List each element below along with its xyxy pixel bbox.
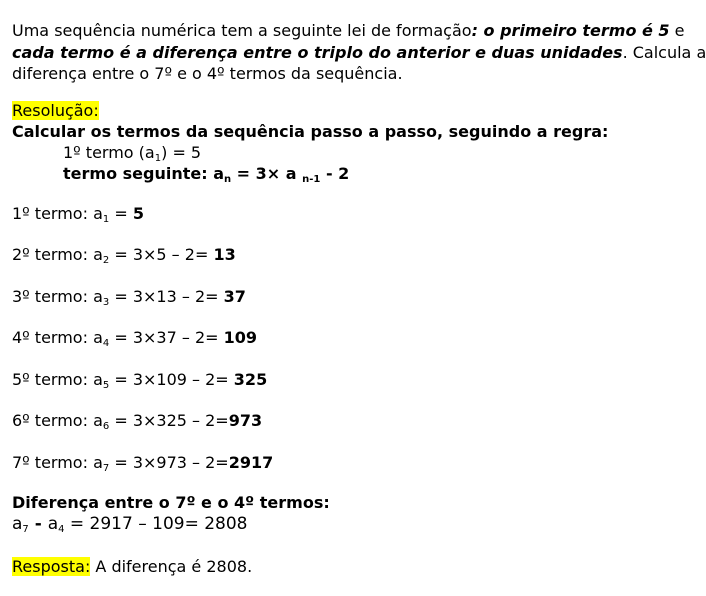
difference-subscript: 7: [22, 524, 29, 535]
term-subscript: 2: [102, 255, 110, 266]
term-subscript: 3: [102, 297, 110, 308]
problem-line-1: [12, 20, 685, 42]
answer-text: A diferença é 2808.: [90, 557, 253, 576]
term-expression: = 3×5 – 2=: [109, 245, 214, 264]
term-result: 37: [223, 287, 246, 306]
term-line: [12, 410, 262, 432]
term-result: 2917: [228, 453, 274, 472]
term-line: [12, 244, 236, 266]
term-result: 973: [228, 411, 263, 430]
problem-text: Uma sequência numérica tem a seguinte lei de formação: [12, 21, 472, 40]
difference-term: a: [47, 514, 59, 534]
term-expression: = 3×13 – 2=: [109, 287, 224, 306]
problem-line-3: [12, 63, 403, 85]
term-result: 109: [223, 328, 258, 347]
term-line: [12, 369, 267, 391]
rule-subscript: n: [223, 174, 232, 185]
term-expression: = 3×109 – 2=: [109, 370, 234, 389]
term-subscript: 4: [102, 338, 110, 349]
resolution-heading: Resolução:: [12, 101, 99, 120]
term-expression: = 3×973 – 2=: [109, 453, 229, 472]
answer-label: Resposta:: [12, 557, 91, 576]
difference-term: a: [12, 514, 23, 534]
term-subscript: 5: [102, 380, 110, 391]
term-label: 4º termo: a: [12, 328, 103, 347]
problem-line-2: [12, 42, 706, 64]
term-label: 1º termo: a: [12, 204, 103, 223]
answer-line: [12, 556, 252, 578]
term-expression: = 3×37 – 2=: [109, 328, 224, 347]
term-label: 7º termo: a: [12, 453, 103, 472]
difference-minus: -: [28, 514, 48, 534]
difference-line: [12, 513, 247, 535]
resolution-intro: Calcular os termos da sequência passo a passo, seguindo a regra:: [12, 122, 609, 141]
problem-text: diferença entre o 7º e o 4º termos da sequência.: [12, 64, 403, 83]
resolution-heading-line: [12, 100, 99, 122]
term-line: [12, 452, 273, 474]
problem-emphasis: cada termo é a diferença entre o triplo do anterior e duas unidades: [12, 43, 623, 62]
term-result: 13: [213, 245, 236, 264]
difference-subscript: 4: [58, 524, 65, 535]
term-subscript: 7: [102, 463, 110, 474]
problem-text: e: [669, 21, 685, 40]
rule-text: = 3× a: [231, 164, 303, 183]
term-subscript: 1: [102, 214, 110, 225]
problem-text: . Calcula a: [622, 43, 706, 62]
term-line: [12, 286, 246, 308]
rule-text: ) = 5: [161, 143, 202, 162]
rule-subscript: n-1: [302, 174, 321, 185]
term-label: 6º termo: a: [12, 411, 103, 430]
term-expression: = 3×325 – 2=: [109, 411, 229, 430]
term-result: 5: [132, 204, 144, 223]
rule-text: 1º termo (a: [63, 143, 155, 162]
term-label: 5º termo: a: [12, 370, 103, 389]
difference-expression: = 2917 – 109= 2808: [64, 514, 248, 534]
term-label: 2º termo: a: [12, 245, 103, 264]
problem-emphasis: : o primeiro termo é 5: [471, 21, 670, 40]
rule-text: termo seguinte: a: [63, 164, 224, 183]
term-expression: =: [109, 204, 133, 223]
rule-next-term: [63, 163, 349, 185]
rule-first-term: [63, 142, 201, 164]
term-line: [12, 327, 257, 349]
difference-heading: Diferença entre o 7º e o 4º termos:: [12, 493, 330, 512]
term-subscript: 6: [102, 421, 110, 432]
rule-subscript: 1: [154, 153, 162, 164]
term-label: 3º termo: a: [12, 287, 103, 306]
term-line: [12, 203, 144, 225]
term-result: 325: [233, 370, 268, 389]
rule-text: - 2: [320, 164, 350, 183]
